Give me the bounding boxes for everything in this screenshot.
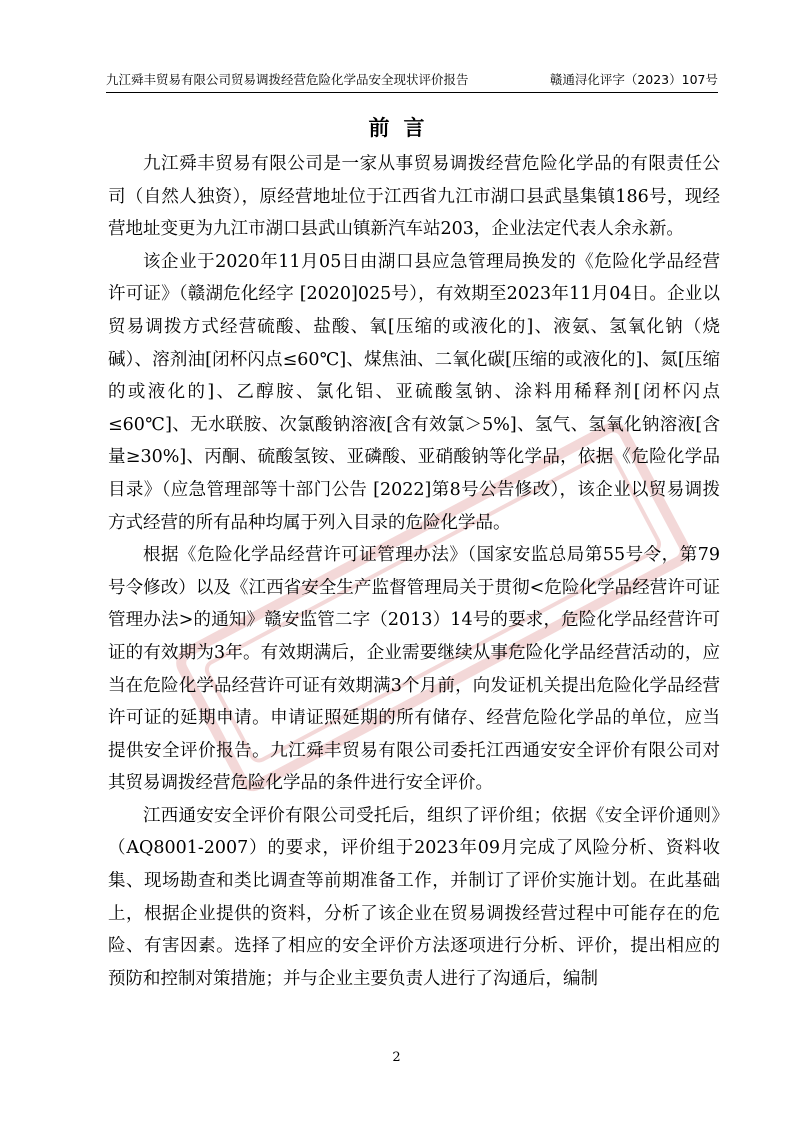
- header-divider: [106, 92, 718, 93]
- paragraph: 九江舜丰贸易有限公司是一家从事贸易调拨经营危险化学品的有限责任公司（自然人独资），原经营地址位于江西省九江市湖口县武垦集镇186号，现经营地址变更为九江市湖口县武山镇新汽车站203，企业法定代表人余永新。: [108, 154, 720, 240]
- header-document-number: 赣通浔化评字（2023）107号: [549, 72, 718, 87]
- paragraph: 江西通安安全评价有限公司受托后，组织了评价组；依据《安全评价通则》（AQ8001-2007）的要求，评价组于2023年09月完成了风险分析、资料收集、现场勘查和类比调查等前期准备工作，并制订了评价实施计划。在此基础上，根据企业提供的资料，分析了该企业在贸易调拨经营过程中可能存在的危险、有害因素。选择了相应的安全评价方法逐项进行分析、评价，提出相应的预防和控制对策措施；并与企业主要负责人进行了沟通后，编制: [108, 805, 720, 989]
- paragraph: 该企业于2020年11月05日由湖口县应急管理局换发的《危险化学品经营许可证》（赣湖危化经字 [2020]025号），有效期至2023年11月04日。企业以贸易调拨方式经营硫酸、盐酸、氧[压缩的或液化的]、液氨、氢氧化钠（烧碱）、溶剂油[闭杯闪点≤60℃]、煤焦油、二氧化碳[压缩的或液化的]、氮[压缩的或液化的]、乙醇胺、氯化铝、亚硫酸氢钠、涂料用稀释剂[闭杯闪点≤60℃]、无水联胺、次氯酸钠溶液[含有效氯＞5%]、氢气、氢氧化钠溶液[含量≥30%]、丙酮、硫酸氢铵、亚磷酸、亚硝酸钠等化学品，依据《危险化学品目录》（应急管理部等十部门公告 [2022]第8号公告修改），该企业以贸易调拨方式经营的所有品种均属于列入目录的危险化学品。: [108, 251, 720, 533]
- document-body: [108, 148, 720, 995]
- page-number: 2: [392, 1050, 401, 1065]
- paragraph: 根据《危险化学品经营许可证管理办法》（国家安监总局第55号令，第79号令修改）以及《江西省安全生产监督管理局关于贯彻<危险化学品经营许可证管理办法>的通知》赣安监管二字（2013）14号的要求，危险化学品经营许可证的有效期为3年。有效期满后，企业需要继续从事危险化学品经营活动的，应当在危险化学品经营许可证有效期满3个月前，向发证机关提出危险化学品经营许可证的延期申请。申请证照延期的所有储存、经营危险化学品的单位，应当提供安全评价报告。九江舜丰贸易有限公司委托江西通安安全评价有限公司对其贸易调拨经营危险化学品的条件进行安全评价。: [108, 545, 720, 794]
- page-header: [106, 70, 718, 90]
- page-title: 前言: [368, 115, 439, 140]
- header-report-title: 九江舜丰贸易有限公司贸易调拨经营危险化学品安全现状评价报告: [106, 72, 469, 87]
